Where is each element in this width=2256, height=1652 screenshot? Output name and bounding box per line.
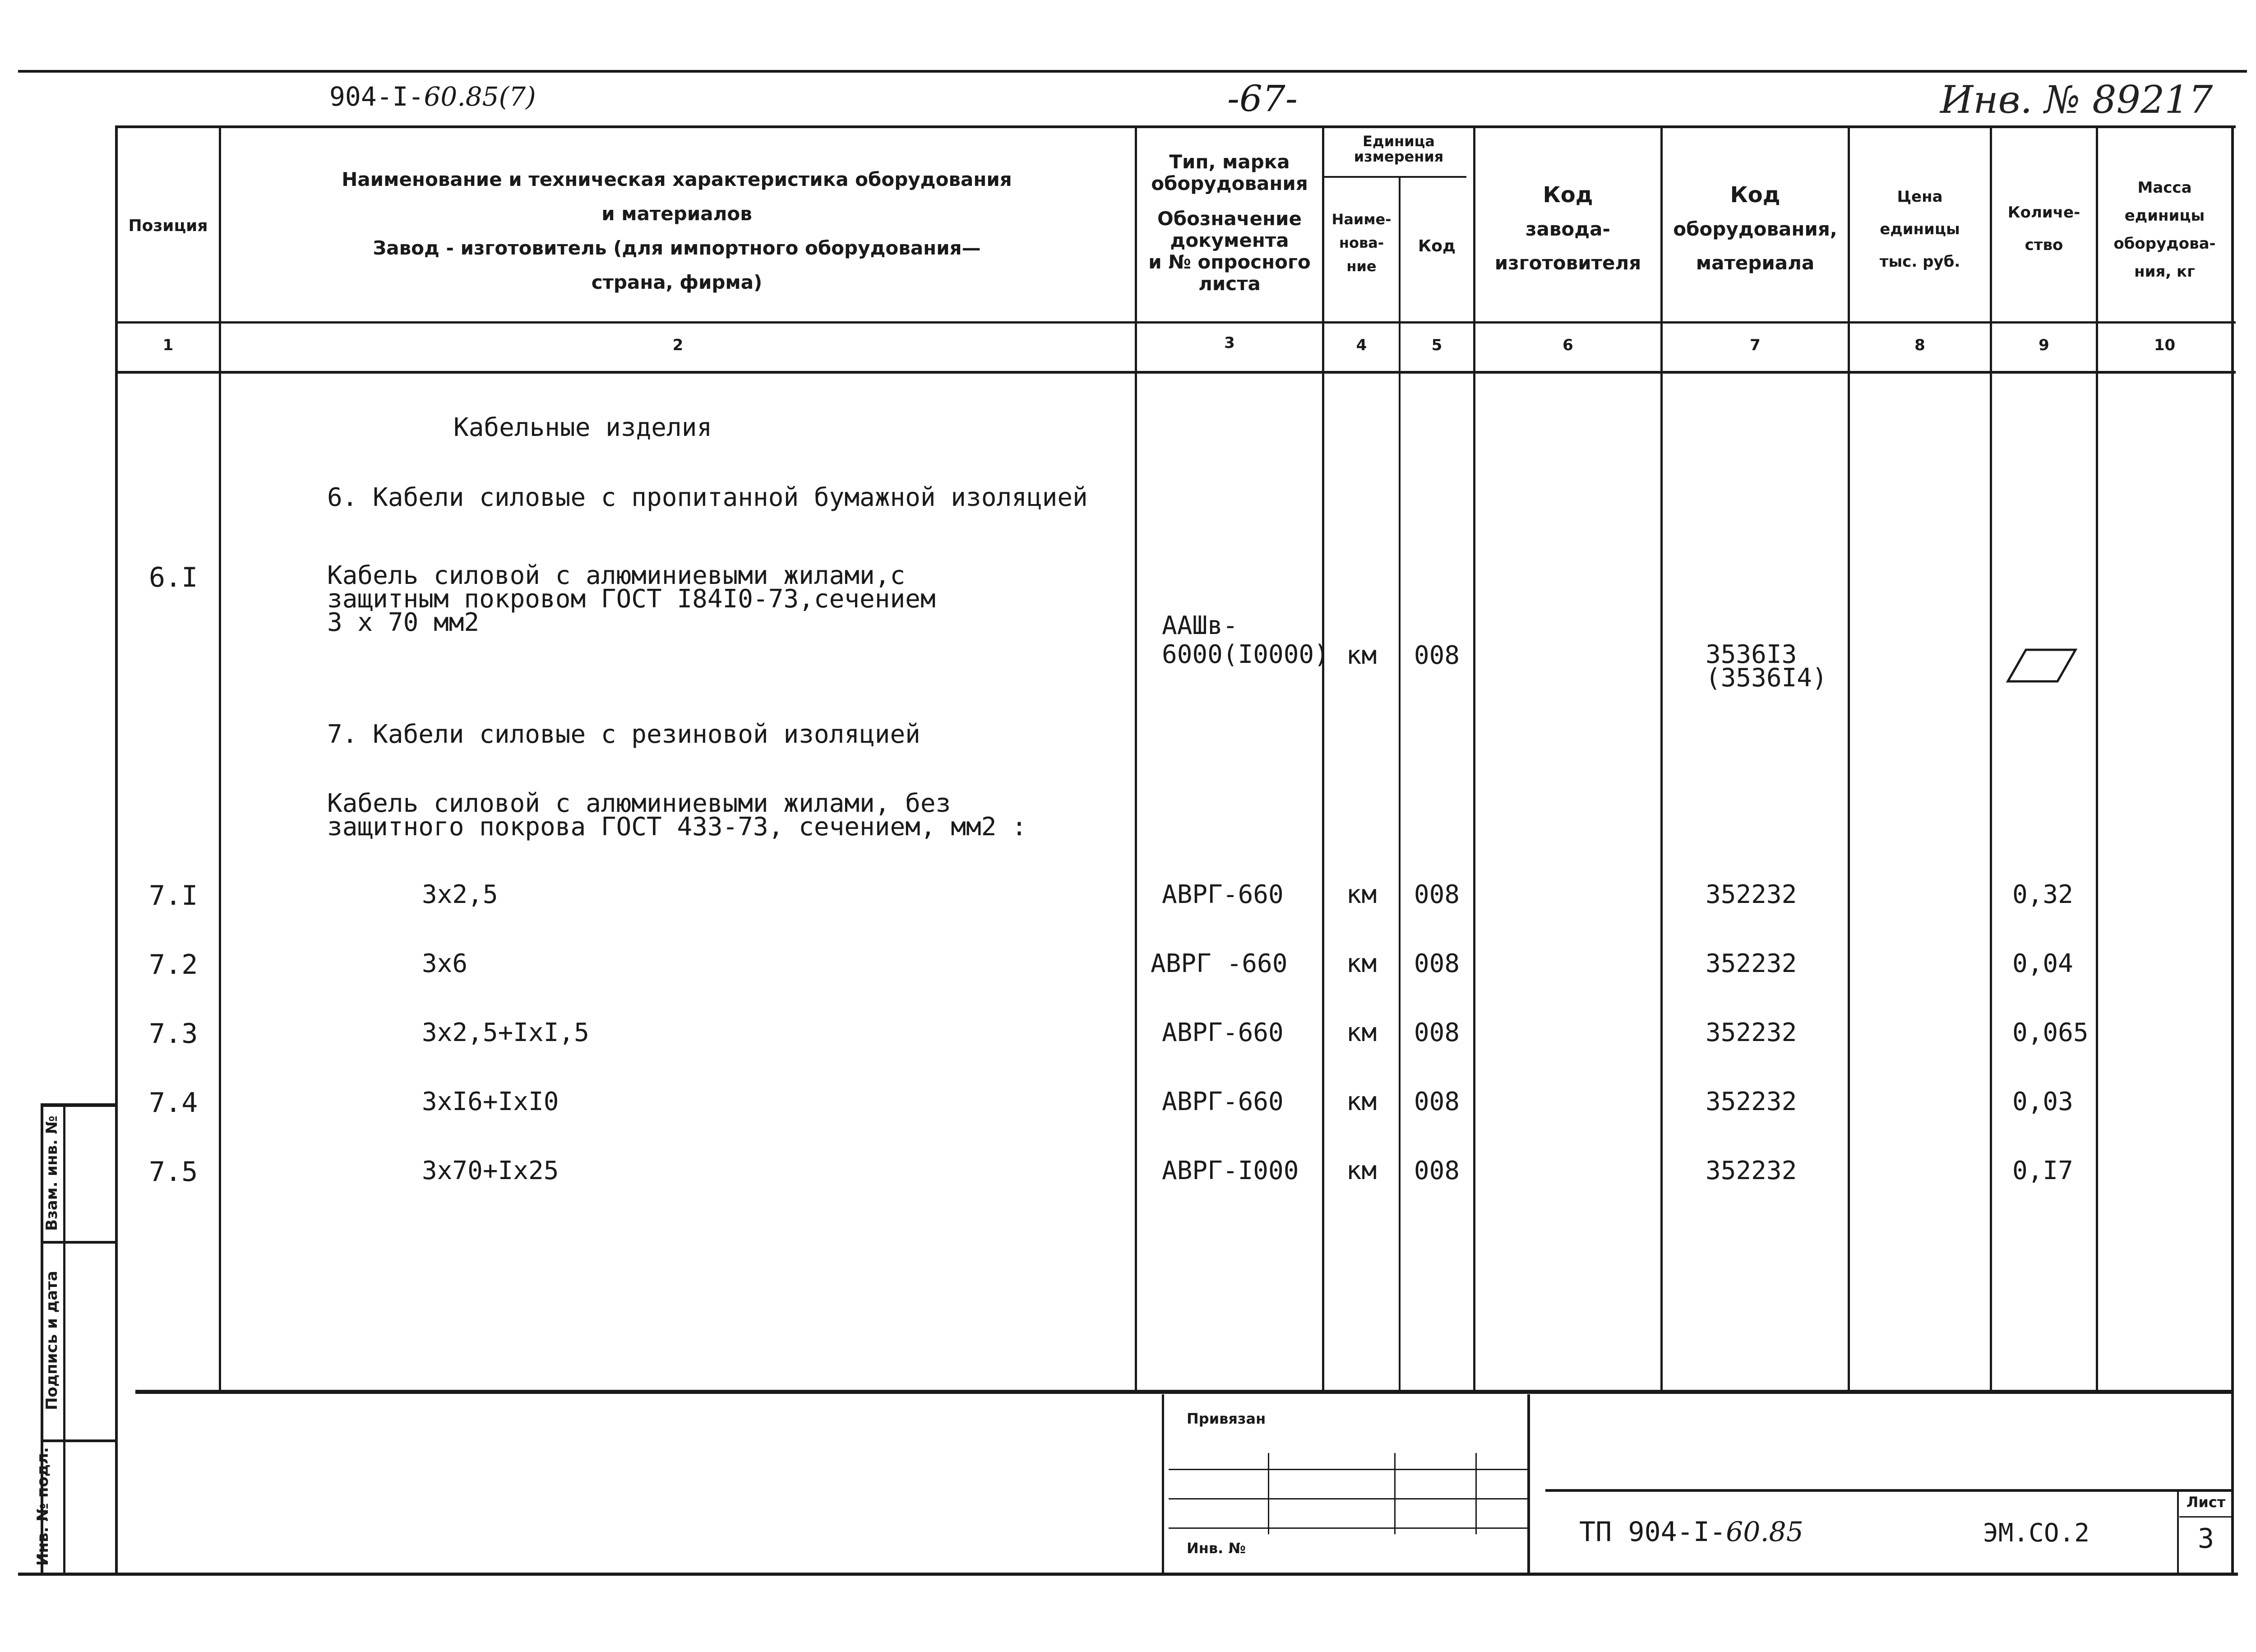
row-name: Кабель силовой с алюминиевыми жилами,с защитным покровом ГОСТ I84I0-73,сечением 3 х 70 мм2	[327, 561, 936, 637]
row-unit: км	[1346, 1087, 1377, 1116]
row-type: АВРГ-I000	[1162, 1156, 1299, 1185]
row-quantity: 0,065	[2012, 1018, 2089, 1047]
col-number-8: 8	[1914, 336, 1925, 354]
row-quantity: 0,03	[2012, 1087, 2073, 1116]
col-number-4: 4	[1356, 336, 1367, 354]
inv-no-label: Инв. №	[1187, 1540, 1246, 1557]
header-price: Цена единицы тыс. руб.	[1879, 188, 1960, 271]
signature-date-label: Подпись и дата	[43, 1271, 61, 1410]
row-position: 7.4	[149, 1087, 198, 1119]
quantity-mark-icon	[2003, 645, 2089, 686]
sheet-code: ЭМ.СО.2	[1983, 1518, 2090, 1548]
group7-title: 7. Кабели силовые с резиновой изоляцией	[327, 720, 920, 749]
header-unit-group: Единица измерения	[1354, 133, 1444, 165]
col-number-6: 6	[1563, 336, 1573, 354]
row-unit: км	[1346, 880, 1377, 909]
inventory-number: Инв. № 89217	[1940, 78, 2213, 122]
document-code: ТП 904-I-60.85	[1579, 1516, 1803, 1548]
doc-number-hand: 60.85	[424, 81, 499, 112]
row-equipment-code: 3536I3 (3536I4)	[1706, 640, 1827, 693]
row-position: 7.3	[149, 1018, 198, 1050]
row-unit: км	[1346, 641, 1377, 670]
row-equipment-code: 352232	[1706, 1018, 1797, 1047]
row-name: 3х2,5	[422, 880, 498, 909]
row-type: АВРГ-660	[1162, 1018, 1284, 1047]
row-type: АВРГ -660	[1151, 949, 1288, 978]
col-number-1: 1	[162, 336, 174, 354]
row-type: ААШв- 6000(I0000)	[1162, 611, 1329, 669]
header-mass: Масса единицы оборудова- ния, кг	[2113, 179, 2216, 281]
page-number: -67-	[1227, 78, 1298, 120]
sheet-label: Лист	[2186, 1494, 2226, 1511]
row-type: АВРГ-660	[1162, 880, 1284, 909]
row-quantity: 0,32	[2012, 880, 2073, 909]
row-quantity: 0,I7	[2012, 1156, 2073, 1185]
sheet-number: 3	[2197, 1523, 2214, 1555]
row-unit-code: 008	[1414, 641, 1460, 670]
row-position: 7.5	[149, 1156, 198, 1188]
row-unit: км	[1346, 1156, 1377, 1185]
header-factory-code: Код завода- изготовителя	[1494, 182, 1641, 274]
header-type: Тип, марка оборудования Обозначение документа и № опросного листа	[1148, 151, 1311, 295]
row-position: 7.2	[149, 949, 198, 981]
vzam-inv-label: Взам. инв. №	[43, 1115, 61, 1231]
row-unit: км	[1346, 949, 1377, 978]
header-unit-name: Наиме- нова- ние	[1331, 211, 1392, 275]
row-name: 3х6	[422, 949, 468, 978]
col-number-10: 10	[2154, 336, 2176, 354]
row-equipment-code: 352232	[1706, 880, 1797, 909]
privyazan-label: Привязан	[1187, 1410, 1266, 1427]
row-position: 7.I	[149, 880, 198, 912]
header-equipment-code: Код оборудования, материала	[1673, 182, 1837, 274]
row-unit-code: 008	[1414, 880, 1460, 909]
row-unit-code: 008	[1414, 1156, 1460, 1185]
doc-number-suffix: (7)	[499, 81, 536, 112]
header-quantity: Количе- ство	[2007, 204, 2080, 254]
section-title: Кабельные изделия	[453, 413, 712, 442]
row-unit: км	[1346, 1018, 1377, 1047]
row-name: 3х70+Iх25	[422, 1156, 559, 1185]
header-name: Наименование и техническая характеристика оборудования и материалов Завод - изготовитель (для импортного оборудования— страна, фирма)	[342, 168, 1012, 293]
doc-number-typed: 904-I-	[329, 81, 424, 112]
row-name: 3хI6+IхI0	[422, 1087, 559, 1116]
row-quantity: 0,04	[2012, 949, 2073, 978]
col-number-7: 7	[1750, 336, 1761, 354]
group7-description: Кабель силовой с алюминиевыми жилами, без защитного покрова ГОСТ 433-73, сечением, мм2 :	[327, 789, 1027, 842]
col-number-9: 9	[2039, 336, 2049, 354]
row-type: АВРГ-660	[1162, 1087, 1284, 1116]
row-equipment-code: 352232	[1706, 1156, 1797, 1185]
doc-number	[329, 81, 536, 112]
col-number-2: 2	[672, 336, 684, 354]
col-number-5: 5	[1431, 336, 1442, 354]
row-unit-code: 008	[1414, 1087, 1460, 1116]
col-number-3: 3	[1224, 334, 1235, 352]
row-position: 6.I	[149, 562, 198, 593]
row-name: 3х2,5+IхI,5	[422, 1018, 589, 1047]
inv-podl-label: Инв. № подл.	[34, 1447, 52, 1566]
group6-title: 6. Кабели силовые с пропитанной бумажной изоляцией	[327, 483, 1088, 512]
header-unit-code: Код	[1418, 237, 1456, 255]
row-equipment-code: 352232	[1706, 1087, 1797, 1116]
row-equipment-code: 352232	[1706, 949, 1797, 978]
row-unit-code: 008	[1414, 949, 1460, 978]
row-unit-code: 008	[1414, 1018, 1460, 1047]
header-position: Позиция	[128, 217, 208, 235]
